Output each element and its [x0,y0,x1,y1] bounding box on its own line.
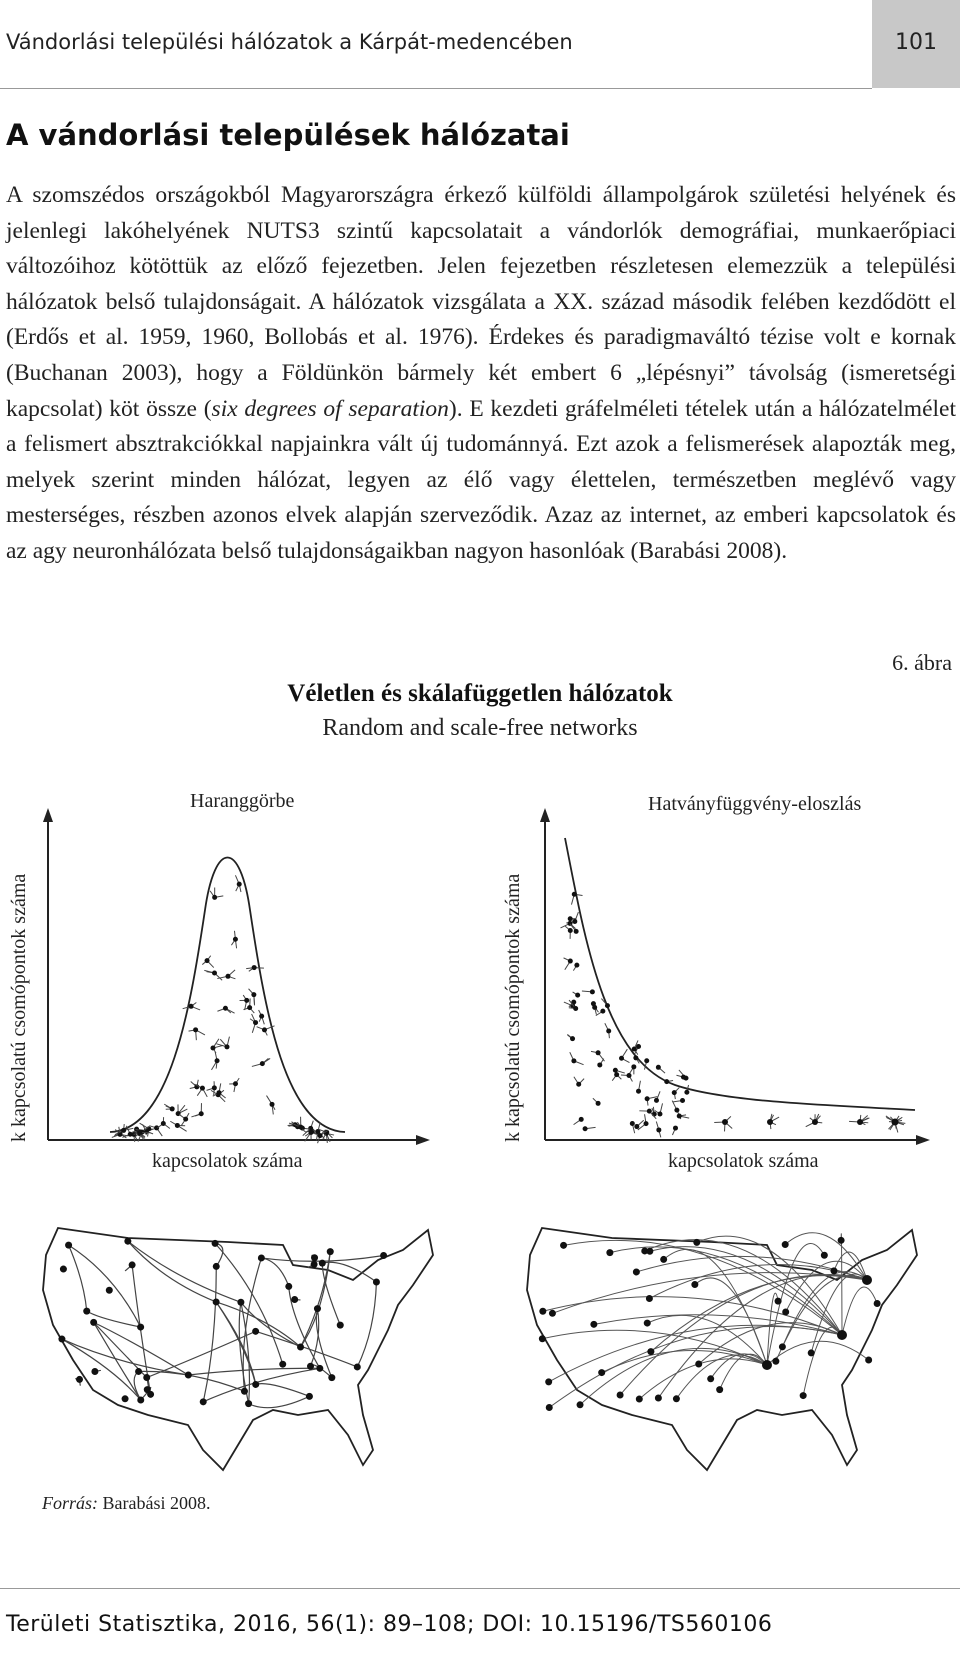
random-edge [203,1368,320,1402]
power-law-nodes [561,892,906,1138]
bell-node [202,956,213,968]
footer-citation: Területi Statisztika, 2016, 56(1): 89–108; DOI: 10.15196/TS560106 [6,1612,773,1637]
scale-free-node [874,1300,881,1307]
random-edge [215,1243,283,1364]
power-law-node [573,963,579,971]
random-node [137,1324,144,1331]
scale-free-node [693,1239,700,1246]
random-node [213,1298,220,1305]
scale-free-edge [664,1249,767,1365]
random-node [380,1252,387,1259]
random-node [285,1283,292,1290]
random-edge [128,1241,241,1302]
power-law-node [565,926,573,939]
us-outline-right [527,1228,917,1470]
scale-free-hub [837,1330,847,1340]
scale-free-node [647,1348,654,1355]
power-law-node [570,1052,584,1065]
bell-node [189,1027,205,1040]
scale-free-edge [658,1274,867,1398]
source-text: Barabási 2008. [98,1493,211,1513]
scale-free-edge [803,1327,842,1395]
random-node [106,1287,113,1294]
bell-node [183,1002,200,1009]
scale-free-node [782,1241,789,1248]
random-edge [256,1384,310,1397]
power-law-hub-node [714,1116,732,1131]
power-law-graph [525,800,930,1150]
random-node [297,1344,304,1351]
power-law-node [583,1126,596,1131]
random-node [237,1299,244,1306]
random-node [252,1381,259,1388]
power-law-node [592,1005,598,1015]
footer-rule [0,1588,960,1589]
scale-free-edge [552,1273,867,1314]
bell-node [164,1104,174,1111]
random-node [252,1328,259,1335]
random-node [143,1374,150,1381]
scale-free-node [646,1248,653,1255]
left-y-arrow [43,808,53,822]
scale-free-node [707,1375,714,1382]
scale-free-node [644,1320,651,1327]
power-law-node [634,1120,643,1129]
scale-free-edge [549,1325,842,1382]
right-x-arrow [916,1135,930,1145]
left-x-arrow [416,1135,430,1145]
scale-free-edge [549,1327,842,1408]
random-node [91,1368,98,1375]
scale-free-node [716,1386,723,1393]
scale-free-network-map [512,1210,932,1480]
scale-free-node [808,1349,815,1356]
scale-free-node [830,1267,837,1274]
figure-subtitle: Random and scale-free networks [322,715,638,741]
body-italic: six degrees of separation [211,395,449,422]
scale-free-node [800,1392,807,1399]
bell-node [217,1006,234,1013]
scale-free-node [633,1268,640,1275]
power-law-node [636,1081,641,1094]
power-law-node [677,1113,689,1118]
running-header [0,0,960,88]
power-law-node [612,1072,621,1081]
random-node [307,1363,314,1370]
random-node [306,1393,313,1400]
header-rule [0,88,872,89]
scale-free-edge [620,1275,867,1395]
scale-free-node [691,1281,698,1288]
random-node [212,1240,219,1247]
scale-free-node [865,1357,872,1364]
power-law-node [630,1064,637,1074]
power-law-node [613,1068,625,1073]
left-graph-title: Haranggörbe [190,790,295,812]
random-node [241,1388,248,1395]
scale-free-node [775,1298,782,1305]
bell-curve [110,858,345,1133]
random-node [314,1305,321,1312]
bell-node [204,970,222,980]
power-law-node [593,1098,601,1106]
bell-node [216,1037,229,1050]
random-node [373,1278,380,1285]
bell-node [259,1010,265,1024]
power-law-hub-node [886,1116,905,1133]
random-node [279,1361,286,1368]
scale-free-edge [841,1234,842,1335]
power-law-node [574,1117,584,1125]
random-node [319,1260,326,1267]
scale-free-node [617,1391,624,1398]
random-network-map [28,1210,438,1480]
scale-free-edge [782,1272,867,1347]
random-node [327,1248,334,1255]
random-node [200,1398,207,1405]
random-node [124,1238,131,1245]
random-edges [62,1241,384,1408]
bell-node [250,1014,258,1033]
power-law-node [638,1114,649,1130]
power-law-node [573,992,581,998]
scale-free-edge [699,1323,842,1364]
power-law-node [597,1059,603,1068]
scale-free-edge [639,1359,767,1399]
bell-node [149,1125,162,1136]
random-node [76,1376,83,1383]
power-law-hub-node [767,1114,779,1129]
bell-node [217,970,235,979]
figure-label: 6. ábra [892,650,952,675]
power-law-node [567,1034,575,1041]
random-edge [69,1245,87,1311]
bell-node [157,1117,170,1128]
source-label: Forrás: [42,1493,99,1513]
scale-free-node [673,1395,680,1402]
power-law-hub-node [806,1114,823,1127]
scale-free-node [539,1308,546,1315]
random-node [316,1365,323,1372]
bell-node [231,931,238,948]
random-node [147,1391,154,1398]
scale-free-node [772,1358,779,1365]
random-node [65,1242,72,1249]
scale-free-node [646,1295,653,1302]
random-node [213,1263,220,1270]
random-edge [69,1245,141,1327]
random-edge [62,1339,188,1375]
scale-free-node [577,1401,584,1408]
power-law-node [630,1121,635,1133]
scale-free-node [546,1404,553,1411]
bell-node [266,1096,275,1115]
random-edge [62,1339,141,1400]
page-number: 101 [895,30,937,55]
scale-free-node [590,1321,597,1328]
random-node [185,1371,192,1378]
bell-node [246,965,264,971]
bell-node [176,1104,188,1116]
power-law-node [591,1050,604,1061]
power-law-node [619,1049,629,1062]
scale-free-node [779,1343,786,1350]
scale-free-node [606,1249,613,1256]
random-node [60,1266,67,1273]
random-edge [261,1258,288,1286]
scale-free-hub [762,1360,772,1370]
random-node [58,1336,65,1343]
power-law-node [564,958,573,970]
scale-free-node [660,1256,667,1263]
right-graph-title: Hatványfüggvény-eloszlás [648,793,862,815]
scale-free-node [782,1308,789,1315]
scale-free-node [838,1237,845,1244]
random-edge [128,1241,216,1302]
power-law-node [574,1077,584,1087]
figure-title: Véletlen és skálafüggetlen hálózatok [287,680,673,707]
scale-free-hub [862,1275,872,1285]
random-node [137,1396,144,1403]
scale-free-node [636,1396,643,1403]
running-title: Vándorlási települési hálózatok a Kárpát-medencében [6,30,573,54]
bell-node [235,875,241,892]
scale-free-node [655,1394,662,1401]
page-number-box [872,0,960,88]
scale-free-edge [842,1287,877,1335]
power-law-node [672,1088,679,1099]
power-law-node [605,1023,611,1038]
random-node [328,1374,335,1381]
random-node [291,1296,298,1303]
scale-free-edge [542,1330,767,1365]
scale-free-node [539,1335,546,1342]
scale-free-node [821,1252,828,1259]
power-law-hub-node [849,1115,869,1125]
bell-node [229,1078,239,1092]
random-edge [357,1282,376,1367]
body-paragraph [6,178,956,570]
random-node [245,1400,252,1407]
power-law-node [672,1126,678,1135]
scale-free-edge [711,1354,767,1379]
left-graph-ylabel: k kapcsolatú csomópontok száma [8,873,30,1142]
right-graph-xlabel: kapcsolatok száma [668,1150,819,1172]
random-node [129,1261,136,1268]
right-graph-ylabel: k kapcsolatú csomópontok száma [502,873,524,1142]
random-edge [322,1263,340,1325]
body-text-2: ). E kezdeti gráfelméleti tételek után a hálózatelmélet a felismert absztrakciókkal napjainkra vált új tudománnyá. Ezt azok a felismerések alapozták meg, melyek szerint minden hálózat, legyen az élő vagy élettelen, természetben meglévő vagy mesterséges, részben azonos elvek alapján szerveződik. Azaz az internet, az emberi kapcsolatok és az agy neuronhálózata belső tulajdonságaikban nagyon hasonlóak (Barabási 2008). [6,395,957,564]
right-y-arrow [540,808,550,822]
bell-node [210,887,223,899]
scale-free-node [560,1242,567,1249]
power-law-node [656,1122,661,1138]
bell-node [252,1058,270,1066]
bell-node [211,1052,219,1070]
random-node [258,1254,265,1261]
random-node [311,1261,318,1268]
random-node [90,1319,97,1326]
power-law-node [656,1065,665,1073]
us-outline-left [43,1228,433,1470]
section-title: A vándorlási települések hálózatai [6,118,570,152]
scale-free-node [695,1360,702,1367]
random-node [311,1254,318,1261]
body-text-1: A szomszédos országokból Magyarországra érkező külföldi állampolgárok születési helyének és jelenlegi lakóhelyének NUTS3 szintű kapcsolatait a vándorlók demográfiai, munkaerőpiaci változóihoz kötöttük az előző fejezetben. Jelen fejezetben részletesen elemezzük a települési hálózatok belső tulajdonságait. A hálózatok vizsgálata a XX. század második felében kezdődött el (Erdős et al. 1959, 1960, Bollobás et al. 1976). Érdekes és paradigmaváltó tézise volt e kornak (Buchanan 2003), hogy a Földünkön bármely két embert 6 „lépésnyi” távolság (ismeretségi kapcsolat) köt össze ( [6,182,956,422]
power-law-node [621,1073,632,1082]
bell-node [191,1103,203,1117]
scale-free-edge [651,1276,867,1352]
scale-free-edge [645,1240,842,1335]
power-law-node [596,1009,606,1016]
scale-free-node [545,1378,552,1385]
bell-node [170,1121,186,1131]
power-law-node [582,989,595,994]
figure-source [42,1493,211,1514]
random-edge [311,1309,319,1367]
random-node [122,1395,129,1402]
power-law-node [676,1075,686,1080]
scale-free-node [549,1310,556,1317]
random-node [337,1322,344,1329]
bell-curve-graph [30,800,430,1150]
left-graph-xlabel: kapcsolatok száma [152,1150,303,1172]
random-node [83,1308,90,1315]
random-edge [249,1396,310,1407]
bell-node [179,1113,189,1126]
random-node [135,1368,142,1375]
random-node [354,1363,361,1370]
scale-free-node [598,1369,605,1376]
